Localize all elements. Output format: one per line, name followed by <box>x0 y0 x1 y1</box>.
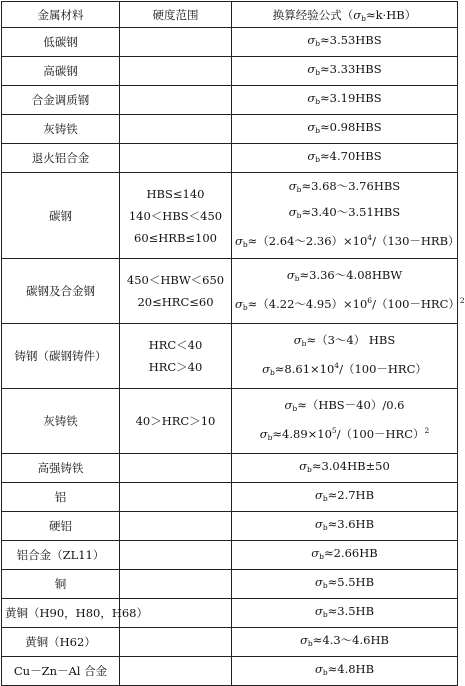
hardness-cell <box>120 28 232 57</box>
sigma-subscript: b <box>269 367 275 377</box>
hardness-cell <box>120 173 232 259</box>
table-row <box>2 541 458 570</box>
header-material: 金属材料 <box>2 2 120 28</box>
formula-line <box>235 484 454 510</box>
formula-cell <box>232 324 458 389</box>
table-row <box>2 512 458 541</box>
formula-text: ≈5.5HB <box>327 575 375 589</box>
formula-cell <box>232 115 458 144</box>
sigma-symbol: σ <box>307 120 316 134</box>
sigma-symbol: σ <box>300 633 308 647</box>
header-row <box>2 2 458 28</box>
table-row <box>2 628 458 657</box>
hardness-cell <box>120 115 232 144</box>
hardness-line: HRC＞40 <box>148 360 203 374</box>
table-row <box>2 324 458 389</box>
formula-text: ≈（3～4） HBS <box>306 332 396 347</box>
material-cell: 退火铝合金 <box>2 144 120 173</box>
formula-text: ≈4.8HB <box>327 662 375 676</box>
material-cell: 高强铸铁 <box>2 454 120 483</box>
table-row <box>2 28 458 57</box>
material-cell: 低碳钢 <box>2 28 120 57</box>
hardness-cell <box>120 570 232 599</box>
sigma-symbol: σ <box>262 361 270 376</box>
sigma-symbol: σ <box>307 33 316 47</box>
formula-text: ≈3.40～3.51HBS <box>301 205 401 219</box>
formula-line <box>235 600 454 626</box>
sigma-subscript: b <box>322 668 328 677</box>
material-cell: 硬铝 <box>2 512 120 541</box>
formula-exponent: 4 <box>334 360 340 370</box>
hardness-cell <box>120 512 232 541</box>
sigma-subscript: b <box>307 465 312 474</box>
material-cell: 铝合金（ZL11） <box>2 541 120 570</box>
hardness-cell <box>120 389 232 454</box>
formula-cell <box>232 144 458 173</box>
hardness-line: 140＜HBS＜450 <box>128 208 223 223</box>
material-cell: 黄铜（H90，H80，H68） <box>2 599 120 628</box>
table-row <box>2 657 458 686</box>
sigma-subscript: b <box>307 639 313 648</box>
sigma-subscript: b <box>315 126 321 135</box>
sigma-symbol: σ <box>288 205 297 219</box>
sigma-symbol: σ <box>259 426 268 441</box>
hardness-line: 450＜HBW＜650 <box>126 273 225 287</box>
hardness-line: HRC＜40 <box>148 338 203 352</box>
sigma-symbol: σ <box>235 234 243 248</box>
table-row <box>2 173 458 259</box>
hardness-cell <box>120 57 232 86</box>
hardness-cell <box>120 324 232 389</box>
formula-cell <box>232 173 458 259</box>
sigma-subscript: b <box>315 155 321 164</box>
sigma-subscript: b <box>242 302 248 312</box>
formula-denominator: /（130－HRB） <box>372 234 460 248</box>
sigma-symbol: σ <box>235 296 243 311</box>
sigma-subscript: b <box>315 39 321 48</box>
formula-cell <box>232 86 458 115</box>
hardness-cell <box>120 628 232 657</box>
formula-text: ≈3.68～3.76HBS <box>301 179 401 193</box>
formula-text: ≈4.89×10 <box>272 426 332 441</box>
formula-line <box>235 290 465 319</box>
formula-cell <box>232 657 458 686</box>
formula-text: ≈4.70HBS <box>320 149 382 163</box>
formula-line <box>235 87 454 113</box>
formula-line <box>235 201 454 227</box>
formula-line <box>235 571 454 597</box>
formula-text: ≈3.36～4.08HBW <box>299 267 403 282</box>
hardness-line: 40＞HRC＞10 <box>135 414 216 428</box>
formula-line <box>235 513 454 539</box>
formula-text: ≈3.33HBS <box>320 62 382 76</box>
table-row <box>2 259 458 324</box>
sigma-symbol: σ <box>307 91 316 105</box>
sigma-subscript: b <box>301 338 307 348</box>
material-cell: 铝 <box>2 483 120 512</box>
formula-line <box>235 145 454 171</box>
sigma-symbol: σ <box>307 149 316 163</box>
sigma-symbol: σ <box>288 179 297 193</box>
formula-cell <box>232 28 458 57</box>
formula-line <box>235 227 460 256</box>
table-row <box>2 144 458 173</box>
sigma-symbol: σ <box>307 62 316 76</box>
formula-cell <box>232 541 458 570</box>
formula-text: ≈（HBS－40）/0.6 <box>297 397 405 412</box>
sigma-subscript: b <box>315 68 321 77</box>
hardness-cell <box>120 657 232 686</box>
sigma-symbol: σ <box>314 604 323 618</box>
formula-line <box>235 58 454 84</box>
formula-cell <box>232 454 458 483</box>
sigma-subscript: b <box>322 523 328 532</box>
formula-denominator: /（100－HRC） <box>339 361 427 376</box>
formula-line <box>235 355 454 384</box>
formula-text: ≈3.5HB <box>327 604 375 618</box>
table-body <box>2 28 465 686</box>
formula-square: 2 <box>424 425 430 435</box>
material-cell: 合金调质钢 <box>2 86 120 115</box>
formula-cell <box>232 512 458 541</box>
formula-line <box>235 329 454 355</box>
formula-text: ≈2.66HB <box>323 546 378 560</box>
sigma-symbol: σ <box>286 267 295 282</box>
formula-exponent: 4 <box>367 233 373 242</box>
formula-text: ≈（4.22～4.95）×10 <box>247 296 368 311</box>
sigma-subscript: b <box>294 273 300 283</box>
sigma-subscript: b <box>319 552 324 561</box>
hardness-cell <box>120 483 232 512</box>
material-cell: 黄铜（H62） <box>2 628 120 657</box>
formula-denominator: /（100－HRC） <box>372 296 460 311</box>
sigma-symbol: σ <box>314 575 323 589</box>
hardness-cell <box>120 454 232 483</box>
sigma-subscript: b <box>242 240 248 249</box>
sigma-subscript: b <box>267 432 273 442</box>
hardness-cell <box>120 144 232 173</box>
material-cell: 灰铸铁 <box>2 115 120 144</box>
material-cell: 碳钢 <box>2 173 120 259</box>
sigma-symbol: σ <box>299 459 308 473</box>
formula-text: ≈（2.64～2.36）×10 <box>247 234 368 248</box>
sigma-symbol: σ <box>314 662 323 676</box>
material-cell: 碳钢及合金钢 <box>2 259 120 324</box>
sigma-symbol: σ <box>284 397 293 412</box>
formula-text: ≈3.6HB <box>327 517 375 531</box>
material-cell: 铸钢（碳钢铸件） <box>2 324 120 389</box>
formula-text: ≈8.61×10 <box>274 361 335 376</box>
formula-text: ≈2.7HB <box>327 488 375 502</box>
sigma-symbol: σ <box>311 546 320 560</box>
formula-cell <box>232 628 458 657</box>
hardness-cell <box>120 541 232 570</box>
formula-line <box>235 116 454 142</box>
sigma-subscript: b <box>315 97 321 106</box>
hardness-cell <box>120 86 232 115</box>
formula-denominator: /（100－HRC） <box>336 426 425 441</box>
sigma-symbol: σ <box>314 517 323 531</box>
formula-cell <box>232 599 458 628</box>
sigma-symbol: σ <box>293 332 302 347</box>
formula-square: 2 <box>459 295 465 305</box>
formula-line <box>235 542 454 568</box>
sigma-subscript: b <box>296 211 302 220</box>
formula-cell <box>232 389 458 454</box>
table-row <box>2 454 458 483</box>
header-hardness: 硬度范围 <box>120 2 232 28</box>
table-row <box>2 389 458 454</box>
sigma-subscript: b <box>322 581 328 590</box>
formula-cell <box>232 57 458 86</box>
hardness-line: 60≤HRB≤100 <box>134 230 217 245</box>
formula-text: ≈0.98HBS <box>320 120 382 134</box>
sigma-subscript: b <box>322 610 328 619</box>
table-row <box>2 599 458 628</box>
hardness-line: 20≤HRC≤60 <box>137 295 214 309</box>
sigma-subscript: b <box>322 494 328 503</box>
table-row <box>2 570 458 599</box>
material-cell: 灰铸铁 <box>2 389 120 454</box>
sigma-subscript: b <box>296 185 302 194</box>
formula-line <box>235 629 454 655</box>
table-row <box>2 483 458 512</box>
formula-cell <box>232 259 465 324</box>
hardness-cell <box>120 259 232 324</box>
formula-line <box>235 658 454 684</box>
material-cell: Cu－Zn－Al 合金 <box>2 657 120 686</box>
hardness-line: HBS≤140 <box>146 186 205 201</box>
formula-cell <box>232 570 458 599</box>
formula-cell <box>232 483 458 512</box>
table-row <box>2 86 458 115</box>
formula-line <box>235 264 454 290</box>
material-cell: 铜 <box>2 570 120 599</box>
table-row <box>2 57 458 86</box>
formula-line <box>235 175 454 201</box>
formula-text: ≈3.53HBS <box>320 33 382 47</box>
formula-line <box>235 29 454 55</box>
header-formula: 换算经验公式$(\sigma_b\approx k\cdot HB)$ <box>232 2 458 28</box>
formula-text: ≈3.04HB±50 <box>311 459 390 473</box>
formula-text: ≈3.19HBS <box>320 91 382 105</box>
sigma-subscript: b <box>292 403 298 413</box>
formula-text: ≈4.3～4.6HB <box>312 633 389 647</box>
formula-exponent: 5 <box>331 425 337 435</box>
table-row <box>2 115 458 144</box>
conversion-table <box>1 1 465 686</box>
formula-line <box>235 420 454 449</box>
formula-line <box>235 455 454 481</box>
material-cell: 高碳钢 <box>2 57 120 86</box>
formula-line <box>235 394 454 420</box>
formula-exponent: 6 <box>367 295 373 305</box>
sigma-symbol: σ <box>314 488 323 502</box>
